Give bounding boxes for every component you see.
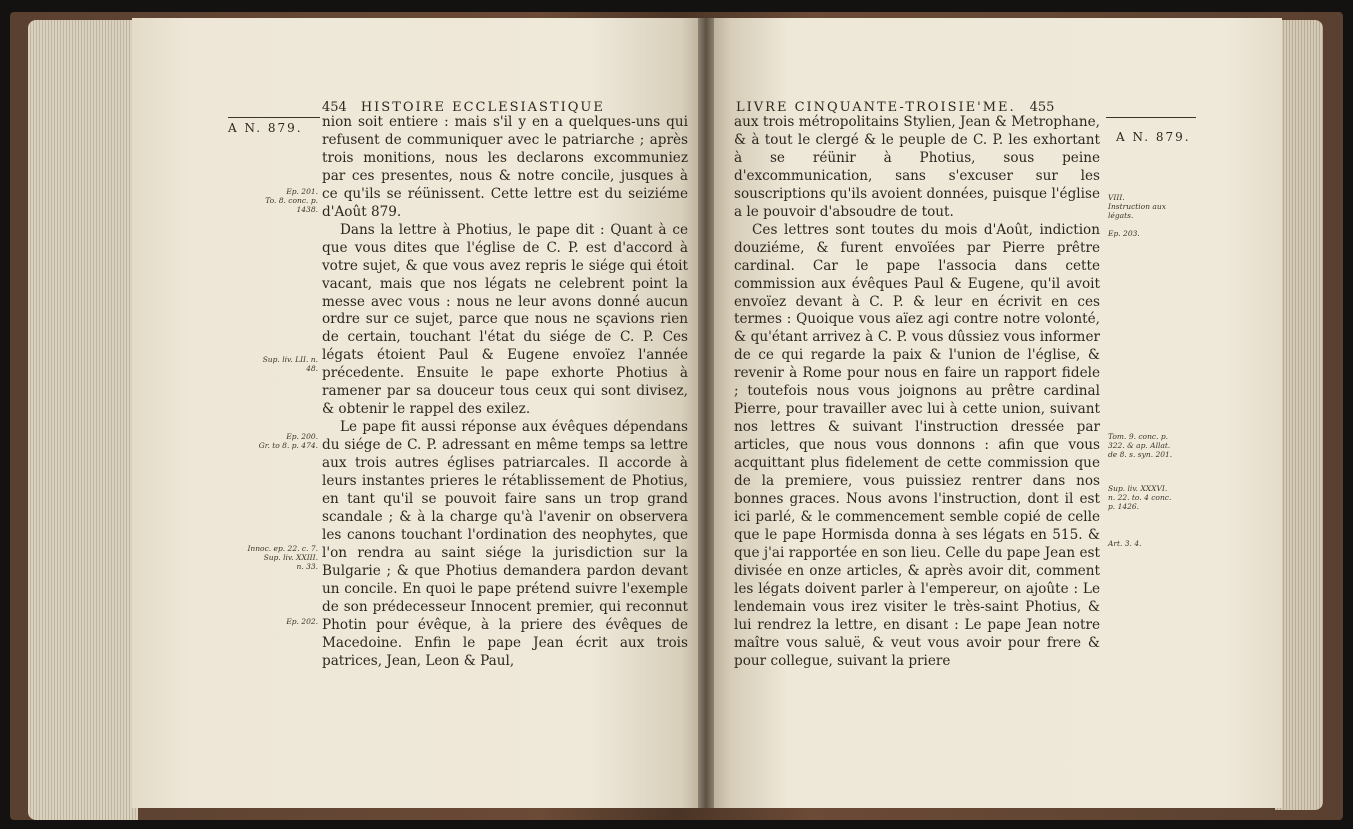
right-body-text xyxy=(734,114,1100,671)
right-year-rule xyxy=(1106,117,1196,118)
left-page-edges xyxy=(28,20,138,820)
margin-note: Innoc. ep. 22. c. 7. Sup. liv. XXIII. n. 33. xyxy=(247,544,318,571)
margin-note: Sup. liv. XXXVI. n. 22. to. 4 conc. p. 1426. xyxy=(1108,484,1172,511)
left-year: A N. 879. xyxy=(228,121,303,135)
left-running-head xyxy=(322,100,605,115)
margin-note: Sup. liv. LII. n. 48. xyxy=(262,355,318,373)
margin-note: Ep. 200. Gr. to 8. p. 474. xyxy=(258,432,318,450)
margin-note: Ep. 203. xyxy=(1108,229,1140,238)
margin-note: Tom. 9. conc. p. 322. & ap. Allat. de 8. s. syn. 201. xyxy=(1108,432,1173,459)
margin-note: VIII. Instruction aux légats. xyxy=(1108,193,1166,220)
paragraph: Ces lettres sont toutes du mois d'Août, indiction douziéme, & furent envoïées par Pierre prêtre cardinal. Car le pape l'associa dans cette commission aux évêques Paul & Eugene, qu'il avoit envoïez devant à C. P. & leur en écrivit en ces termes : Quoique vous aïez agi contre notre volonté, & qu'étant arrivez à C. P. vous dûssiez vous informer de ce qui regarde la paix & l'union de l'église, & revenir à Rome pour nous en faire un rapport fidele ; toutefois nous vous joignons au prêtre cardinal Pierre, pour travailler avec lui à cette union, suivant nos lettres & suivant l'instruction dressée par articles, que nous vous donnons : afin que vous acquittant plus fidelement de cette commission que de la premiere, vous puissiez rentrer dans nos bonnes graces. Nous avons l'instruction, dont il est ici parlé, & le commencement semble copié de celle que le pape Hormisda donna à ses légats en 515. & que j'ai rapportée en son lieu. Celle du pape Jean est divisée en onze articles, & après avoir dit, comment les légats doivent parler à l'empereur, on ajoûte : Le lendemain vous irez visiter le très-saint Photius, & lui rendrez la lettre, en disant : Le pape Jean notre maître vous saluë, & veut vous avoir pour frere & pour collegue, suivant la priere xyxy=(734,221,1100,669)
right-running-title: LIVRE CINQUANTE-TROISIE'ME. xyxy=(736,100,1016,115)
book-gutter xyxy=(698,18,714,808)
paragraph: Dans la lettre à Photius, le pape dit : Quant à ce que vous dites que l'église de C. P. est d'accord à votre sujet, & que vous avez repris le siége qui étoit vacant, mais que nos légats ne celebrent point la messe avec vous : nous ne leur avons donné aucun ordre sur ce sujet, parce que nous ne sçavions rien de certain, touchant l'état du siége de C. P. Ces légats étoient Paul & Eugene envoïez l'année précedente. Ensuite le pape exhorte Photius à ramener par sa douceur tous ceux qui sont divisez, & obtenir le rappel des exilez. xyxy=(322,221,688,418)
left-page-number: 454 xyxy=(322,100,347,115)
right-page-number: 455 xyxy=(1029,100,1055,115)
margin-note: Ep. 201. To. 8. conc. p. 1438. xyxy=(265,187,318,214)
right-year: A N. 879. xyxy=(1116,130,1191,144)
left-running-title: HISTOIRE ECCLESIASTIQUE xyxy=(360,100,605,115)
paragraph: nion soit entiere : mais s'il y en a quelques-uns qui refusent de communiquer avec le patriarche ; après trois monitions, nous les declarons excommuniez par ces presentes, nous & notre concile, jusques à ce qu'ils se réünissent. Cette lettre est du seiziéme d'Août 879. xyxy=(322,114,688,220)
left-body-text xyxy=(322,114,688,671)
margin-note: Art. 3. 4. xyxy=(1108,539,1142,548)
right-page-edges xyxy=(1275,20,1323,810)
paragraph: aux trois métropolitains Stylien, Jean & Metrophane, & à tout le clergé & le peuple de C. P. les exhortant à se réünir à Photius, sous peine d'excommunication, sans s'excuser sur les souscriptions qu'ils avoient données, puisque l'église a le pouvoir d'absoudre de tout. xyxy=(734,114,1100,220)
margin-note: Ep. 202. xyxy=(286,617,318,626)
right-running-head xyxy=(736,100,1054,115)
left-year-rule xyxy=(228,117,320,118)
paragraph: Le pape fit aussi réponse aux évêques dépendans du siége de C. P. adressant en même temps sa lettre aux trois autres églises patriarcales. Il accorde à leurs instantes prieres le rétablissement de Photius, en tant qu'il se pouvoit faire sans un trop grand scandale ; & à la charge qu'à l'avenir on observera les canons touchant l'ordination des neophytes, que l'on rendra au saint siége la jurisdiction sur la Bulgarie ; & que Photius demandera pardon devant un concile. En quoi le pape prétend suivre l'exemple de son prédecesseur Innocent premier, qui reconnut Photin pour évêque, à la priere des évêques de Macedoine. Enfin le pape Jean écrit aux trois patrices, Jean, Leon & Paul, xyxy=(322,419,688,669)
